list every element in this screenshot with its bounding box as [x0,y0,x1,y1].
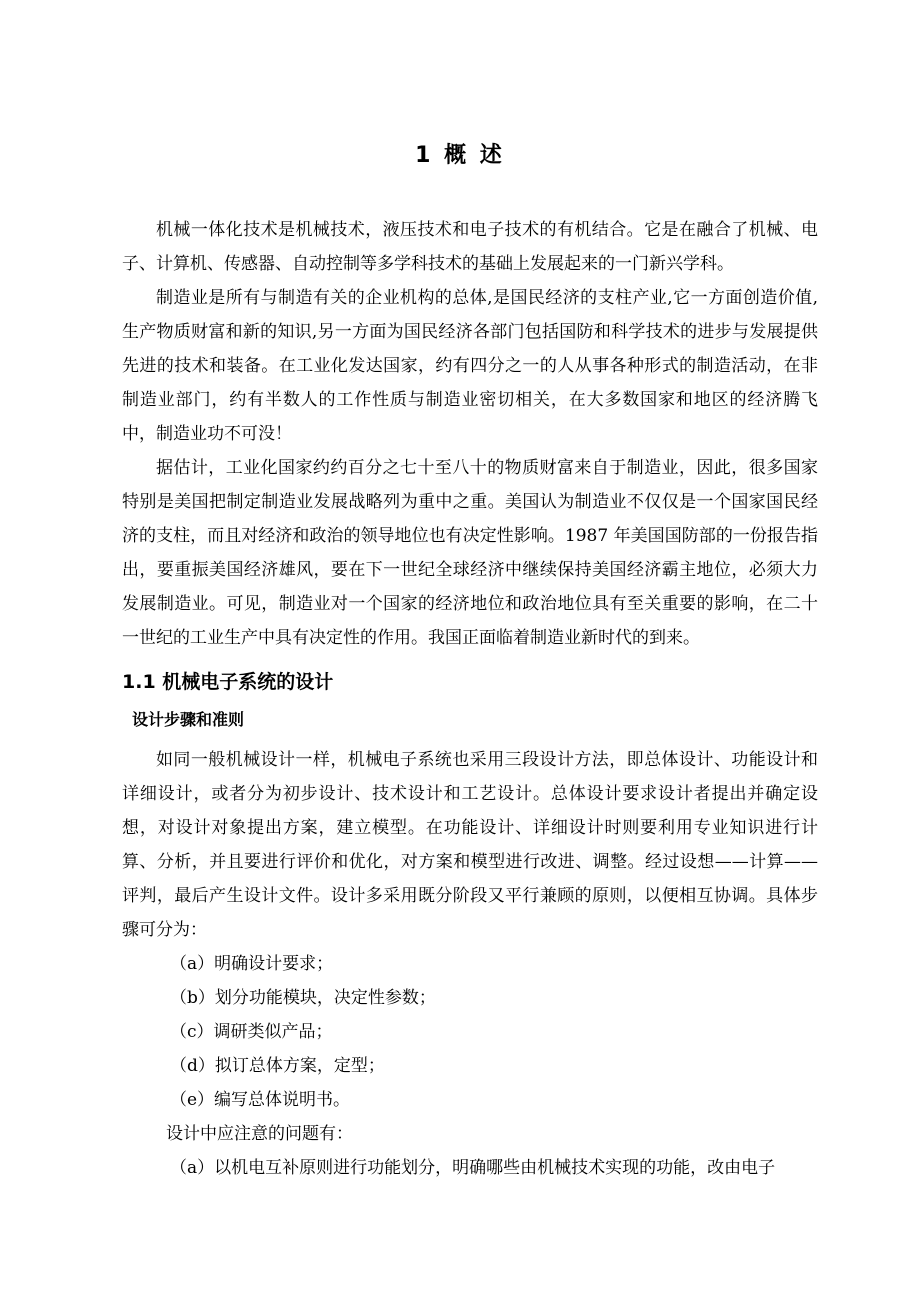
intro-paragraph-2: 制造业是所有与制造有关的企业机构的总体,是国民经济的支柱产业,它一方面创造价值,生产物质财富和新的知识,另一方面为国民经济各部门包括国防和科学技术的进步与发展提供先进的技术和装备。在工业化发达国家，约有四分之一的人从事各种形式的制造活动，在非制造业部门，约有半数人的工作性质与制造业密切相关，在大多数国家和地区的经济腾飞中，制造业功不可没！ [122,288,818,444]
notes-label: 设计中应注意的问题有： [166,1124,353,1144]
note-item: （a）以机电互补原则进行功能划分，明确哪些由机械技术实现的功能，改由电子 [170,1158,776,1178]
intro-paragraph-3: 据估计，工业化国家约约百分之七十至八十的物质财富来自于制造业，因此，很多国家特别是美国把制定制造业发展战略列为重中之重。美国认为制造业不仅仅是一个国家国民经济的支柱，而且对经济和政治的领导地位也有决定性影响。1987 年美国国防部的一份报告指出，要重振美国经济雄风，要在下一世纪全球经济中继续保持美国经济霸主地位，必须大力发展制造业。可见，制造业对一个国家的经济地位和政治地位具有至关重要的影响，在二十一世纪的工业生产中具有决定性的作用。我国正面临着制造业新时代的到来。 [122,458,818,648]
section-heading: 1.1 机械电子系统的设计 [122,671,334,693]
body-text [122,213,818,1185]
design-steps-list [122,947,818,1117]
list-item: （c）调研类似产品； [170,1022,333,1042]
list-item: （b）划分功能模块，决定性参数； [170,988,436,1008]
chapter-title: 1 概 述 [415,143,505,168]
intro-paragraph-1: 机械一体化技术是机械技术，液压技术和电子技术的有机结合。它是在融合了机械、电子、计算机、传感器、自动控制等多学科技术的基础上发展起来的一门新兴学科。 [122,220,818,274]
list-item: （d）拟订总体方案，定型； [170,1056,385,1076]
design-paragraph: 如同一般机械设计一样，机械电子系统也采用三段设计方法，即总体设计、功能设计和详细设计，或者分为初步设计、技术设计和工艺设计。总体设计要求设计者提出并确定设想，对设计对象提出方案，建立模型。在功能设计、详细设计时则要利用专业知识进行计算、分析，并且要进行评价和优化，对方案和模型进行改进、调整。经过设想——计算——评判，最后产生设计文件。设计多采用既分阶段又平行兼顾的原则，以便相互协调。具体步骤可分为： [122,750,818,940]
list-item: （e）编写总体说明书。 [170,1090,351,1110]
subsection-heading: 设计步骤和准则 [132,710,245,729]
list-item: （a）明确设计要求； [170,954,334,974]
